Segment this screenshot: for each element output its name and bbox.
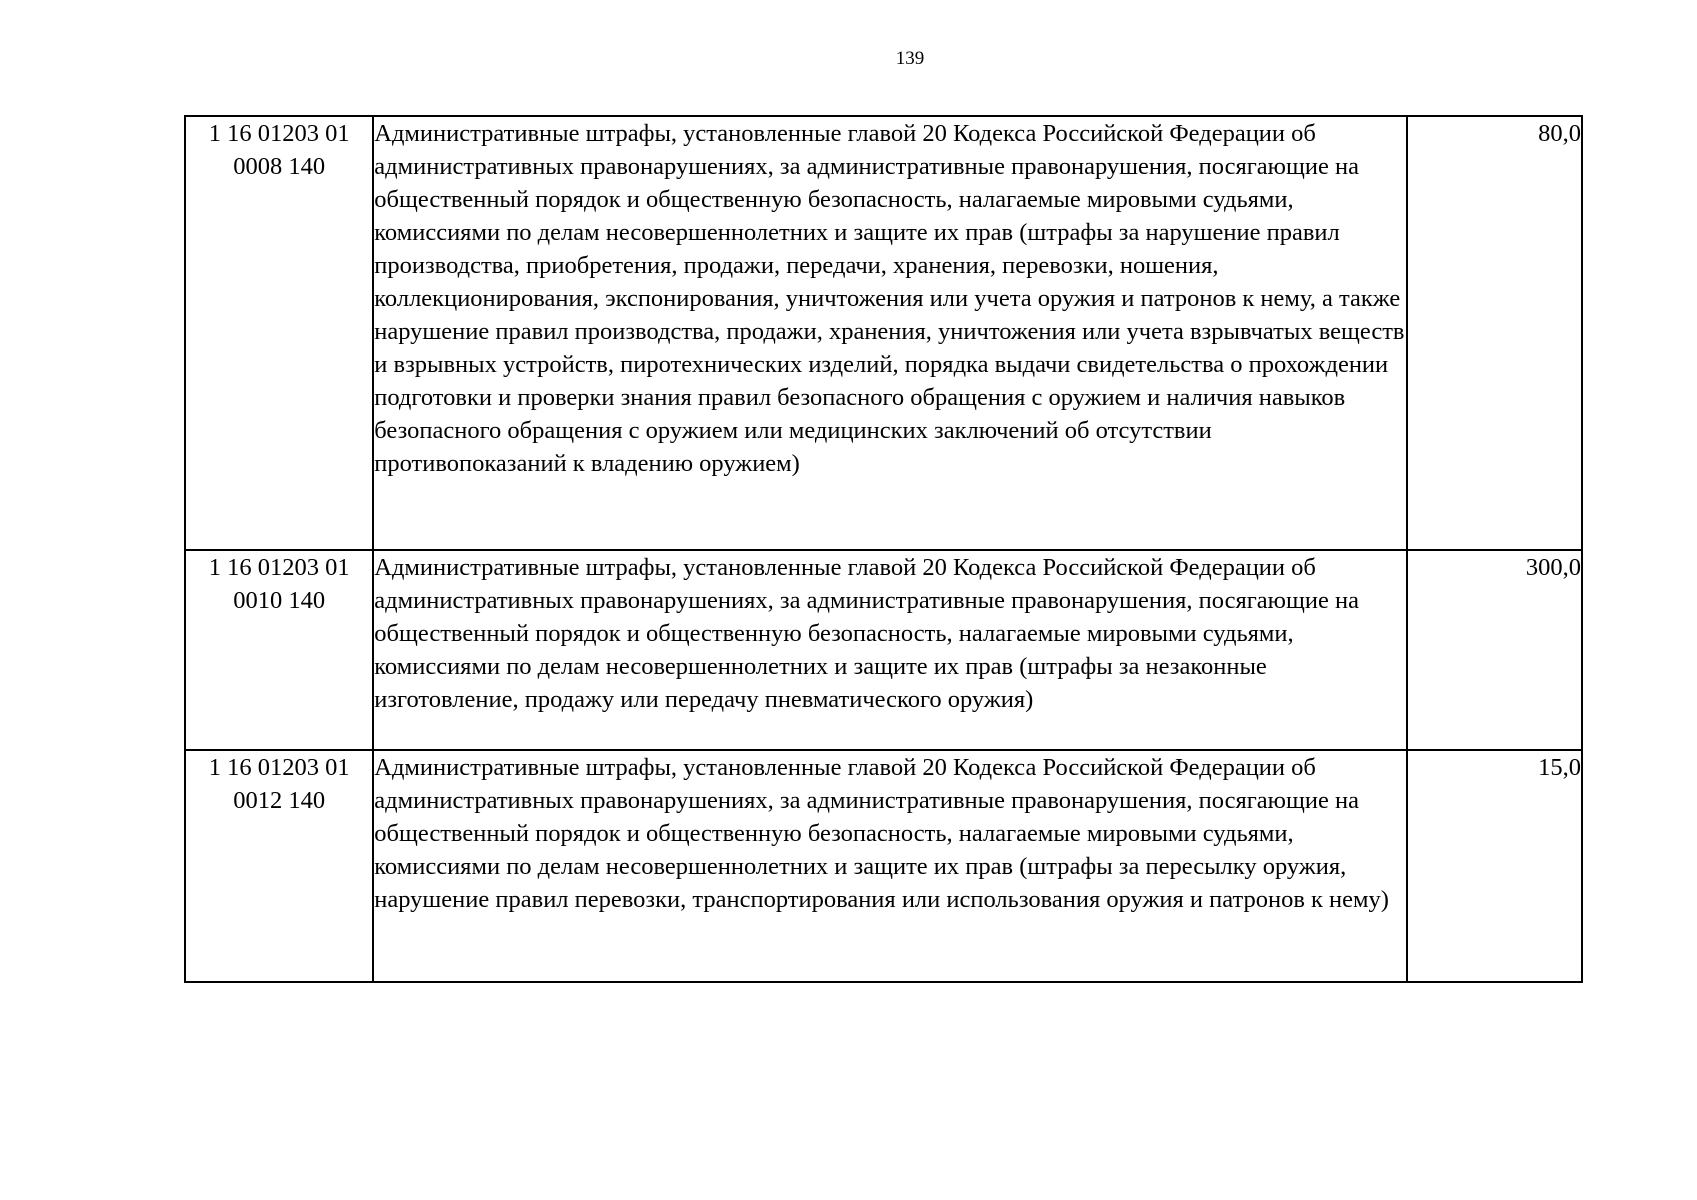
description-cell: Административные штрафы, установленные главой 20 Кодекса Российской Федерации об административных правонарушениях, за административные правонарушения, посягающие на общественный порядок и общественную безопасность, налагаемые мировыми судьями, комиссиями по делам несовершеннолетних и защите их прав (штрафы за пересылку оружия, нарушение правил перевозки, транспортирования или использования оружия и патронов к нему) [373, 750, 1406, 982]
budget-code-line: 0010 140 [233, 587, 326, 614]
budget-table [184, 115, 1583, 983]
amount-cell: 80,0 [1407, 116, 1582, 550]
description-cell: Административные штрафы, установленные главой 20 Кодекса Российской Федерации об административных правонарушениях, за административные правонарушения, посягающие на общественный порядок и общественную безопасность, налагаемые мировыми судьями, комиссиями по делам несовершеннолетних и защите их прав (штрафы за нарушение правил производства, приобретения, продажи, передачи, хранения, перевозки, ношения, коллекционирования, экспонирования, уничтожения или учета оружия и патронов к нему, а также нарушение правил производства, продажи, хранения, уничтожения или учета взрывчатых веществ и взрывных устройств, пиротехнических изделий, порядка выдачи свидетельства о прохождении подготовки и проверки знания правил безопасного обращения с оружием и наличия навыков безопасного обращения с оружием или медицинских заключений об отсутствии противопоказаний к владению оружием) [373, 116, 1406, 550]
amount-cell: 300,0 [1407, 550, 1582, 750]
budget-code-line: 0012 140 [233, 787, 326, 814]
budget-code-line: 1 16 01203 01 [208, 120, 350, 147]
budget-code-cell [185, 750, 373, 982]
table-row [185, 550, 1582, 750]
page-number: 139 [895, 48, 925, 69]
table-row [185, 116, 1582, 550]
description-cell: Административные штрафы, установленные главой 20 Кодекса Российской Федерации об административных правонарушениях, за административные правонарушения, посягающие на общественный порядок и общественную безопасность, налагаемые мировыми судьями, комиссиями по делам несовершеннолетних и защите их прав (штрафы за незаконные изготовление, продажу или передачу пневматического оружия) [373, 550, 1406, 750]
budget-code-line: 0008 140 [233, 153, 326, 180]
budget-code-cell [185, 550, 373, 750]
table-row [185, 750, 1582, 982]
budget-code-line: 1 16 01203 01 [208, 754, 350, 781]
budget-code-cell [185, 116, 373, 550]
budget-code-line: 1 16 01203 01 [208, 554, 350, 581]
amount-cell: 15,0 [1407, 750, 1582, 982]
